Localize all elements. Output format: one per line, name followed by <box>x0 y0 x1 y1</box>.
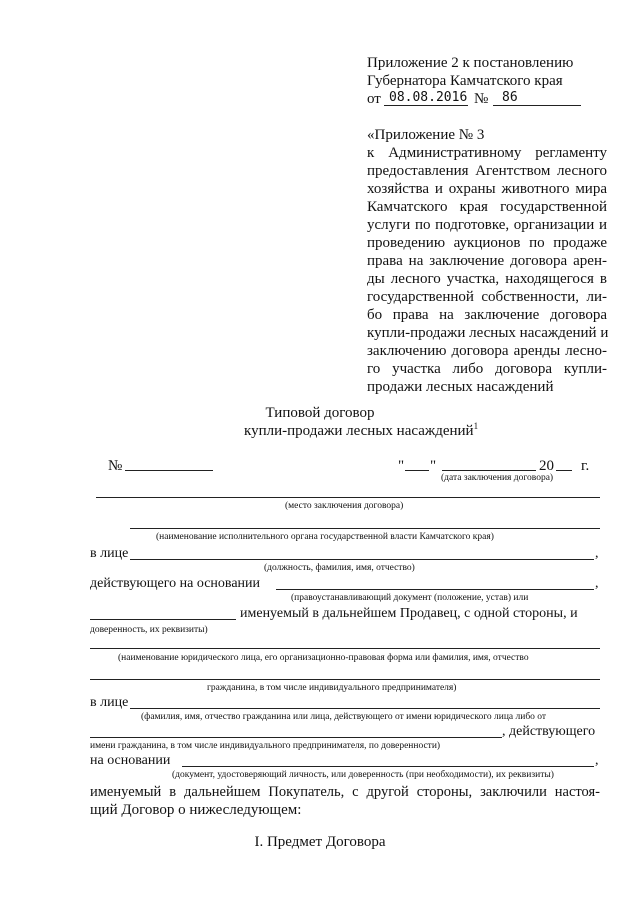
header-line-2: Губернатора Камчатского края <box>367 73 563 89</box>
basis-document-field[interactable] <box>276 589 594 590</box>
appendix-line-4: Камчатского края государственной <box>367 199 607 215</box>
seller-text: именуемый в дальнейшем Продавец, с одной стороны, и <box>240 606 578 621</box>
header-date-value: 08.08.2016 <box>389 90 468 105</box>
in-person-label: в лице <box>90 546 129 561</box>
comma-2: , <box>595 576 599 591</box>
appendix-line-13: го участка либо договора купли- <box>367 361 607 377</box>
quote-open: " <box>398 458 405 474</box>
month-field[interactable] <box>442 470 536 471</box>
appendix-line-3: хозяйства и охраны животного мира <box>367 181 607 197</box>
day-field[interactable] <box>405 470 429 471</box>
title-footnote: 1 <box>473 421 479 431</box>
acting-label: действующего на основании <box>90 576 261 591</box>
acting-short: , действующего <box>502 724 596 739</box>
basis-document-field-2[interactable] <box>90 619 236 620</box>
legal-entity-field-2[interactable] <box>90 679 600 680</box>
in-person-label-2: в лице <box>90 695 129 710</box>
appendix-line-7: права на заключение договора арен- <box>367 253 607 269</box>
legal-entity-field[interactable] <box>90 648 600 649</box>
appendix-line-6: проведению аукционов по продаже <box>367 235 607 251</box>
appendix-line-12: заключению договора аренды лесно- <box>367 343 607 359</box>
legal-caption-2: гражданина, в том числе индивидуального предпринимателя) <box>207 683 457 693</box>
appendix-line-8: ды лесного участка, находящегося в <box>367 271 607 287</box>
representative-field[interactable] <box>130 708 600 709</box>
appendix-line-5: услуги по подготовке, организации и <box>367 217 607 233</box>
date-underline <box>384 105 468 106</box>
appendix-line-10: бо права на заключение договора <box>367 307 607 323</box>
contract-number-label: № <box>108 458 123 474</box>
buyer-line-2: щий Договор о нижеследующем: <box>90 802 302 818</box>
doc-caption-2: доверенность, их реквизиты) <box>90 625 208 635</box>
year-prefix: 20 <box>539 458 554 474</box>
section-title: I. Предмет Договора <box>254 834 386 850</box>
year-suffix: г. <box>581 458 590 474</box>
id-caption: (документ, удостоверяющий личность, или доверенность (при необходимости), их реквизиты) <box>172 770 554 780</box>
comma-3: , <box>595 753 599 768</box>
document-title-line-2: купли-продажи лесных насаждений$^1$ <box>244 421 479 439</box>
quote-close: " <box>430 458 437 474</box>
doc-caption-1: (правоустанавливающий документ (положение, устав) или <box>291 593 529 603</box>
document-title-line-1: Типовой договор <box>265 405 375 421</box>
appendix-line-14: продажи лесных насаждений <box>367 379 554 395</box>
basis-label: на основании <box>90 753 171 768</box>
comma-1: , <box>595 546 599 561</box>
authority-field[interactable] <box>130 528 600 529</box>
date-caption: (дата заключения договора) <box>441 473 554 483</box>
rep-caption-1: (фамилия, имя, отчество гражданина или лица, действующего от имени юридического лица либо от <box>141 712 547 722</box>
year-field[interactable] <box>556 470 572 471</box>
appendix-line-2: предоставления Агентством лесного <box>367 163 607 179</box>
appendix-line-0: «Приложение № 3 <box>367 127 485 143</box>
representative-field-2[interactable] <box>90 737 502 738</box>
contract-number-field[interactable] <box>125 470 213 471</box>
header-number-prefix: № <box>474 91 489 107</box>
authority-caption: (наименование исполнительного органа государственной власти Камчатского края) <box>156 532 494 542</box>
place-field[interactable] <box>96 497 600 498</box>
legal-caption-1: (наименование юридического лица, его организационно-правовая форма или фамилия, имя, отчество <box>118 653 529 663</box>
identity-document-field[interactable] <box>182 766 594 767</box>
buyer-line-1: именуемый в дальнейшем Покупатель, с другой стороны, заключили настоя- <box>90 784 600 800</box>
number-underline <box>493 105 581 106</box>
header-date-prefix: от <box>367 91 381 107</box>
header-line-1: Приложение 2 к постановлению <box>367 55 574 71</box>
appendix-line-1: к Административному регламенту <box>367 145 607 161</box>
rep-caption-2: имени гражданина, в том числе индивидуального предпринимателя, по доверенности) <box>90 741 441 751</box>
position-caption: (должность, фамилия, имя, отчество) <box>264 563 415 573</box>
header-number-value: 86 <box>502 90 518 105</box>
appendix-line-11: купли-продажи лесных насаждений и <box>367 325 609 341</box>
position-field[interactable] <box>130 559 594 560</box>
place-caption: (место заключения договора) <box>285 501 404 511</box>
appendix-line-9: государственной собственности, ли- <box>367 289 607 305</box>
